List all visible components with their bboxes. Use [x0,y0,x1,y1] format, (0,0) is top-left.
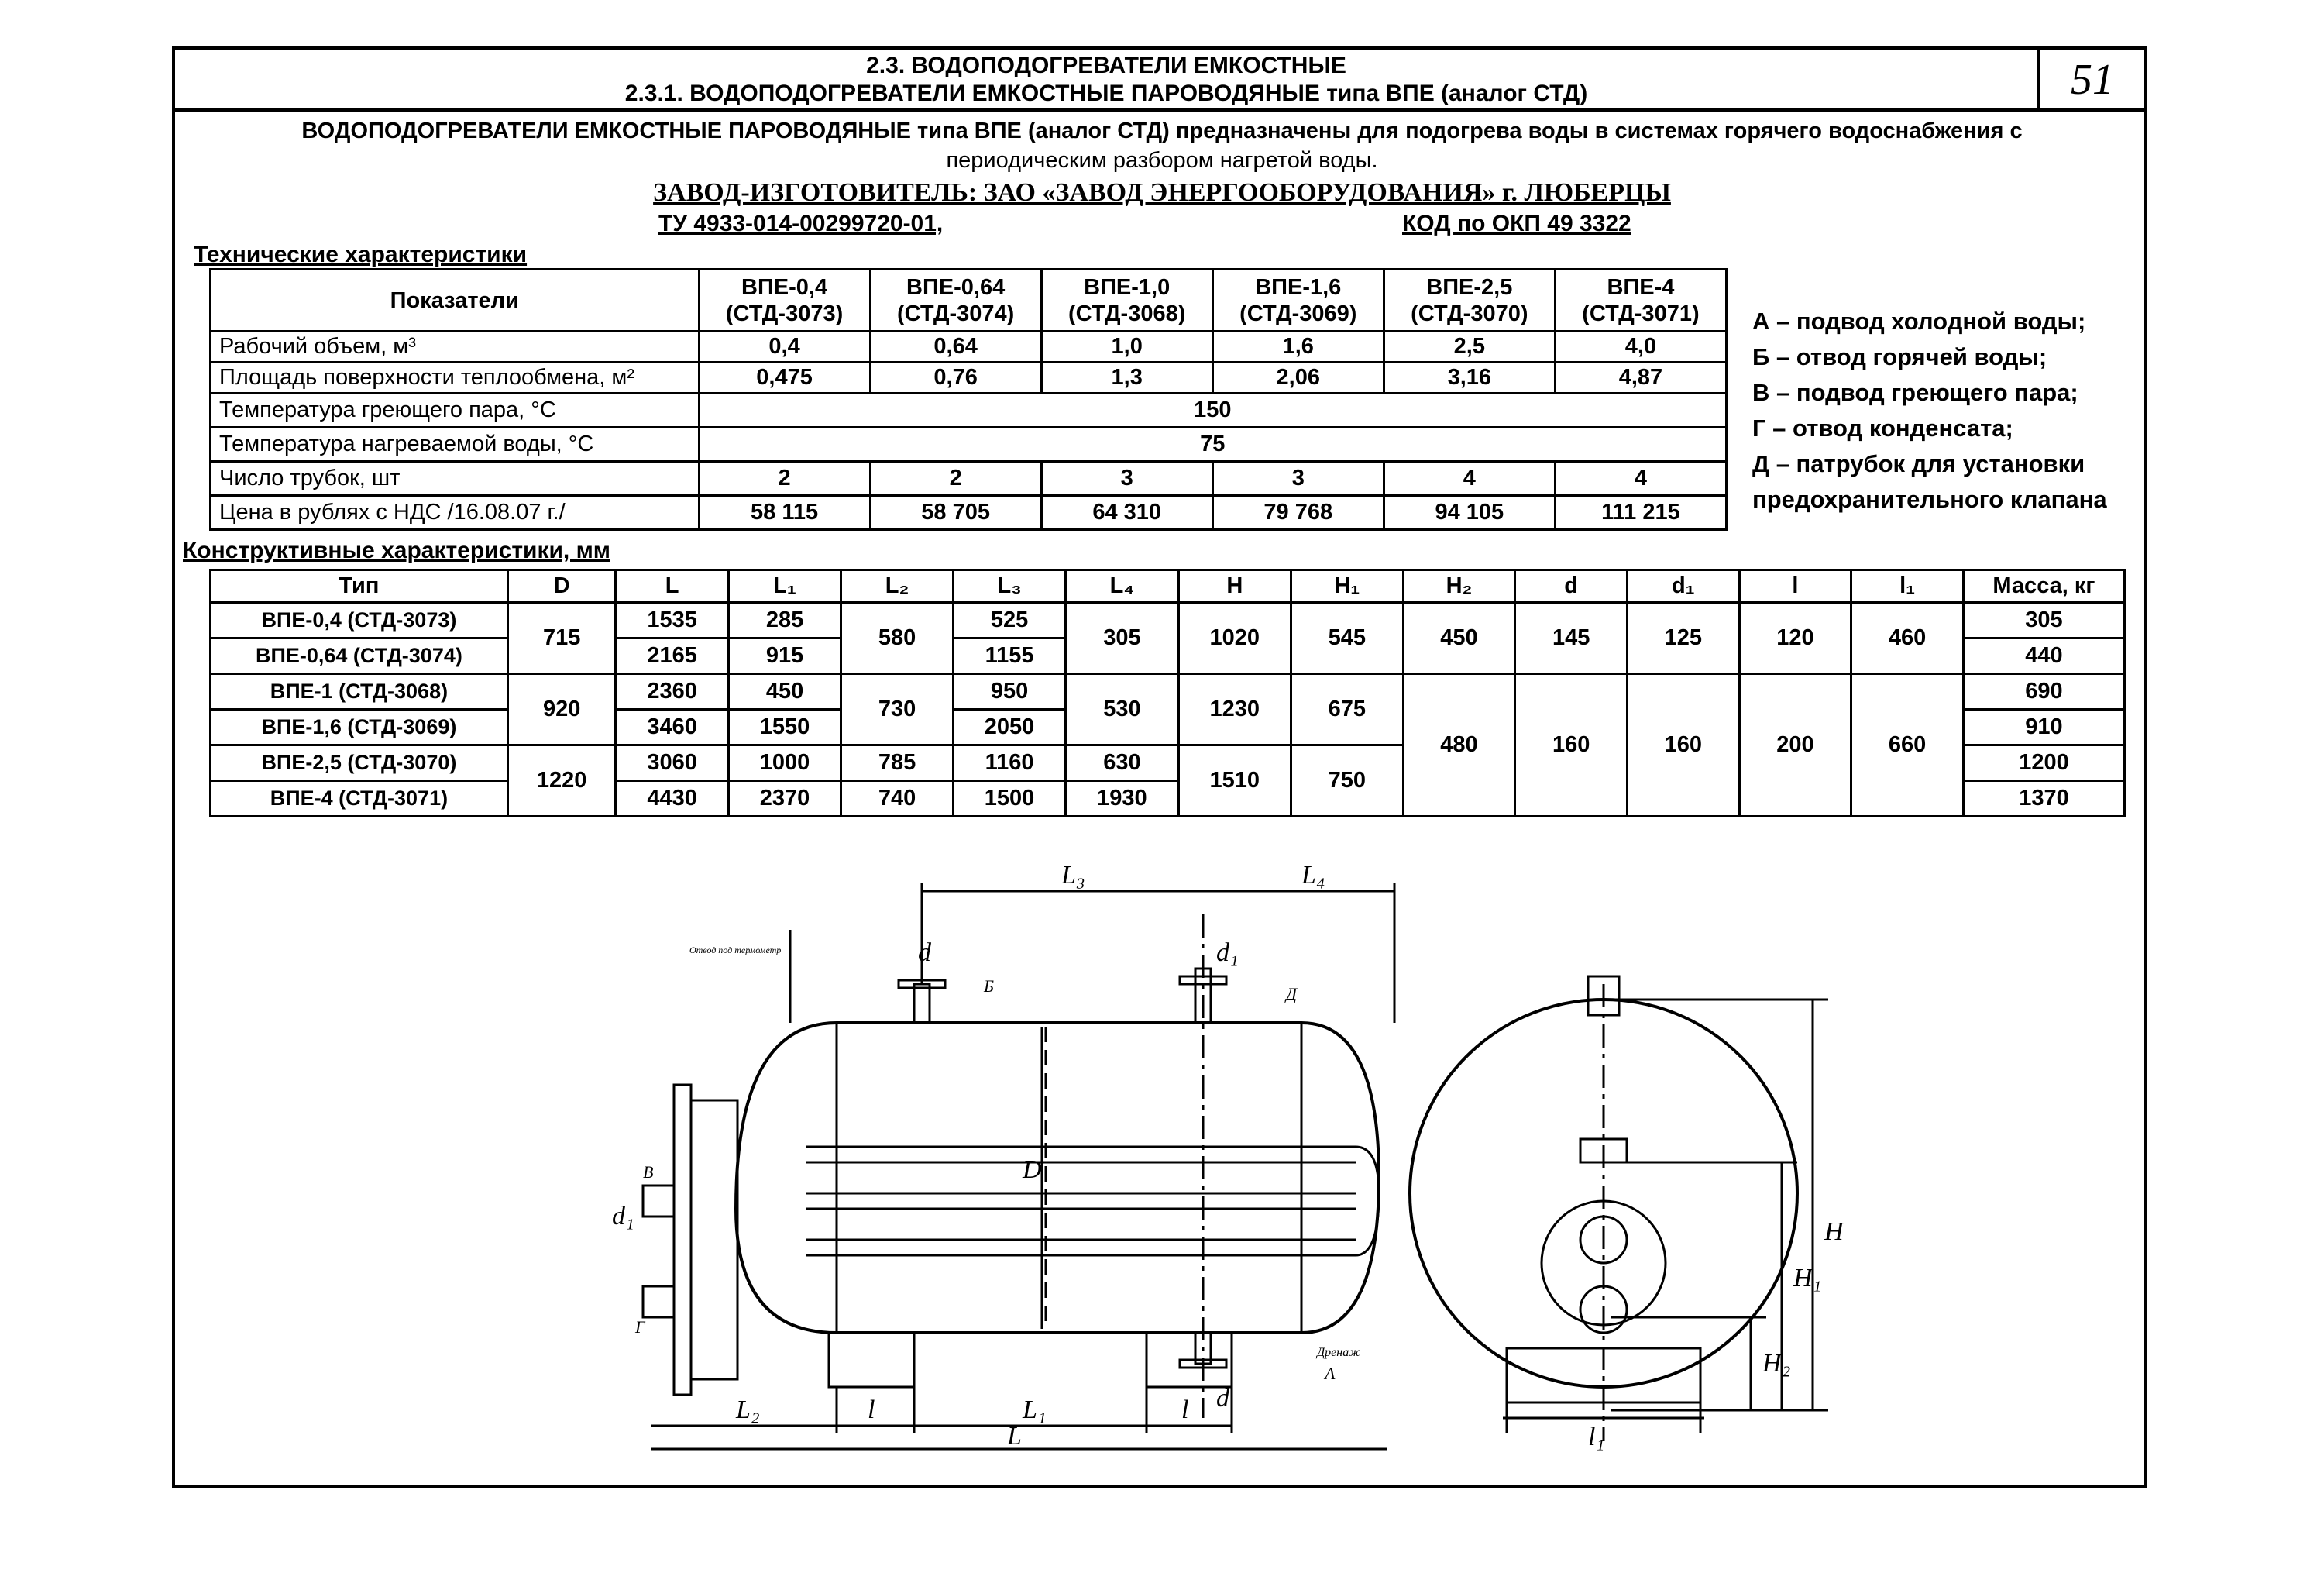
intro-text [194,116,2130,175]
drawing-labels [612,861,1845,1451]
legend-item: В – подвод греющего пара; [1752,379,2078,406]
legend-item: Г – отвод конденсата; [1752,415,2013,442]
nozzle-label-d: Д [1286,984,1297,1003]
dim-label-h2: H₂ [1762,1349,1791,1378]
tech-row: Рабочий объем, м³ 0,4 0,64 1,0 1,6 2,5 4,0 [211,332,1727,363]
dim-label-d1: d₁ [1216,938,1239,967]
header-line-1: 2.3. ВОДОПОДОГРЕВАТЕЛИ ЕМКОСТНЫЕ [866,53,1346,78]
intro-line-1: ВОДОПОДОГРЕВАТЕЛИ ЕМКОСТНЫЕ ПАРОВОДЯНЫЕ типа ВПЕ (аналог СТД) предназначены для подогрева воды в системах горячего водоснабжения с [301,119,2023,143]
tu-code: ТУ 4933-014-00299720-01, [658,211,944,236]
tech-model-col: ВПЕ-1,6 (СТД-3069) [1212,270,1384,332]
thermometer-note: Отвод под термометр [689,945,782,955]
nozzle-label-a: А [1325,1364,1336,1383]
dim-label-h1: H₁ [1793,1264,1822,1292]
construct-row: ВПЕ-2,5 (СТД-3070) 1220 3060 1000 785 1160 630 1510 750 1200 [211,745,2125,781]
dim-label-h: H [1824,1217,1844,1246]
legend-item: Д – патрубок для установки [1752,450,2085,477]
construct-row: ВПЕ-1 (СТД-3068) 920 2360 450 730 950 530 1230 675 480 160 160 200 660 690 [211,674,2125,710]
dim-label-l: l [868,1396,875,1424]
nozzle-label-g: Г [635,1317,645,1337]
legend-item: Б – отвод горячей воды; [1752,343,2047,370]
drain-note: Дренаж [1317,1346,1361,1359]
tech-table [209,268,1728,531]
construct-row: ВПЕ-1,6 (СТД-3069) 3460 1550 2050 910 [211,710,2125,745]
legend-item: А – подвод холодной воды; [1752,308,2086,335]
dim-label-l4: L₄ [1301,861,1325,890]
construct-header-row: Тип D L L₁ L₂ L₃ L₄ H H₁ H₂ d d₁ l l₁ Масса, кг [211,570,2125,603]
manufacturer: ЗАВОД-ИЗГОТОВИТЕЛЬ: ЗАО «ЗАВОД ЭНЕРГООБОРУДОВАНИЯ» г. ЛЮБЕРЦЫ [653,178,1671,207]
dim-label-d: d [918,938,931,967]
tech-row: Температура нагреваемой воды, °С 75 [211,428,1727,462]
legend [1752,304,2107,518]
tech-model-col: ВПЕ-0,64 (СТД-3074) [870,270,1041,332]
construct-row: ВПЕ-0,4 (СТД-3073) 715 1535 285 580 525 305 1020 545 450 145 125 120 460 305 [211,603,2125,638]
tech-row: Цена в рублях с НДС /16.08.07 г./ 58 115 58 705 64 310 79 768 94 105 111 215 [211,496,1727,530]
intro-line-2: периодическим разбором нагретой воды. [946,148,1378,173]
tech-header-label: Показатели [211,270,700,332]
dim-label-L: L [1007,1422,1022,1451]
tech-row: Температура греющего пара, °С 150 [211,394,1727,428]
construct-title: Конструктивные характеристики, мм [183,538,610,563]
dim-label-l1: L₁ [1023,1396,1047,1424]
dim-label-l2: L₂ [736,1396,760,1424]
construct-row: ВПЕ-0,64 (СТД-3074) 2165 915 1155 440 [211,638,2125,674]
header-box [172,46,2040,112]
legend-item: предохранительного клапана [1752,486,2107,513]
tech-title: Технические характеристики [194,242,528,267]
side-view [643,883,1394,1449]
tech-model-col: ВПЕ-1,0 (СТД-3068) [1041,270,1212,332]
dim-label-l1-end: l₁ [1588,1423,1605,1451]
tech-model-col: ВПЕ-2,5 (СТД-3070) [1384,270,1555,332]
tech-model-col: ВПЕ-0,4 (СТД-3073) [699,270,870,332]
nozzle-label-b: Б [984,976,994,996]
header-line-2: 2.3.1. ВОДОПОДОГРЕВАТЕЛИ ЕМКОСТНЫЕ ПАРОВОДЯНЫЕ типа ВПЕ (аналог СТД) [624,81,1588,106]
tech-row: Число трубок, шт 2 2 3 3 4 4 [211,462,1727,496]
dim-label-l3: L₃ [1061,861,1085,890]
dim-label-D: D [1023,1155,1042,1184]
page-number: 51 [2037,46,2147,112]
tech-row: Площадь поверхности теплообмена, м² 0,475 0,76 1,3 2,06 3,16 4,87 [211,363,1727,394]
heater-drawing [604,861,2154,1457]
dim-label-d1-left: d₁ [612,1202,634,1230]
nozzle-label-v: В [643,1162,654,1182]
dim-label-l-2: l [1181,1396,1189,1424]
construct-table [209,569,2126,817]
dim-label-d-bottom: d [1216,1384,1229,1413]
tech-model-col: ВПЕ-4 (СТД-3071) [1555,270,1726,332]
okp-code: КОД по ОКП 49 3322 [1402,211,1631,236]
construct-row: ВПЕ-4 (СТД-3071) 4430 2370 740 1500 1930 1370 [211,781,2125,817]
